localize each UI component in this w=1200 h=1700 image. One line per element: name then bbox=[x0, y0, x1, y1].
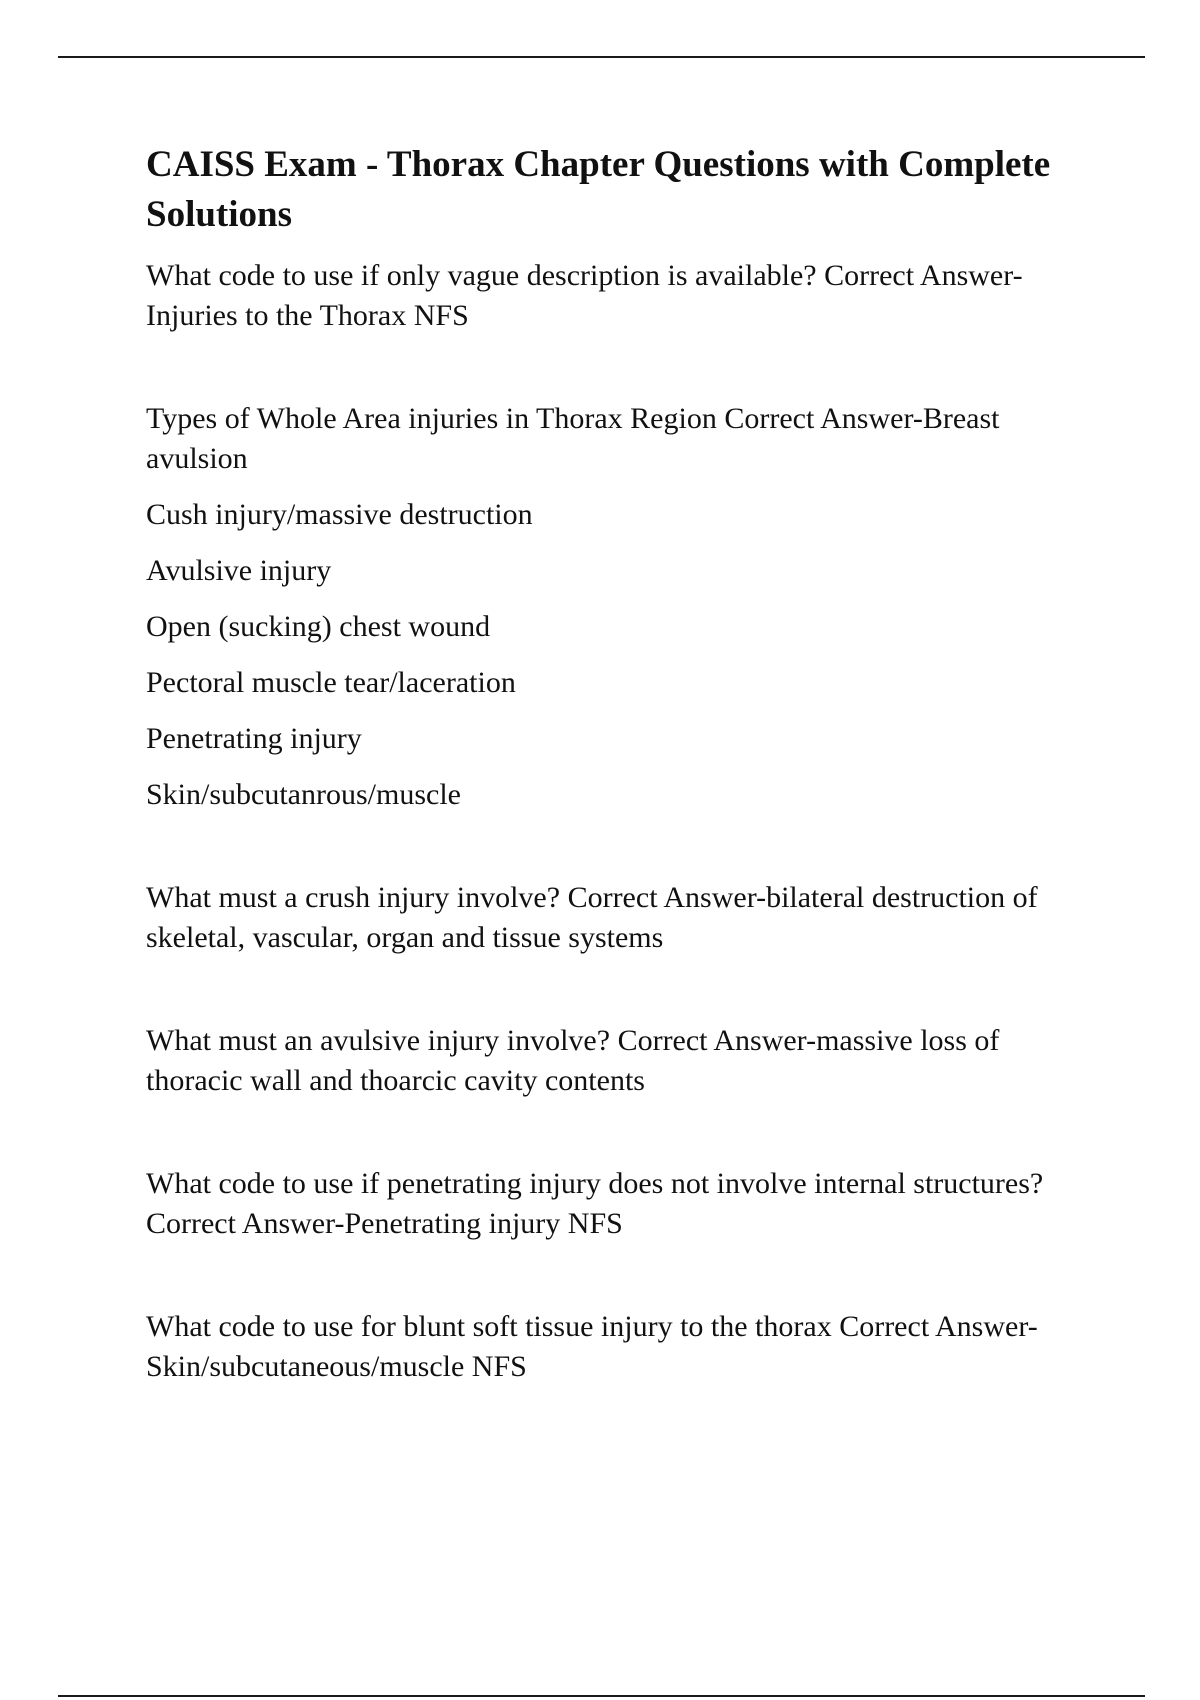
qa-item: What code to use if penetrating injury does not involve internal structures? Correct Answer-Penetrating injury NFS bbox=[146, 1167, 1044, 1240]
qa-item: What must a crush injury involve? Correct Answer-bilateral destruction of skeletal, vascular, organ and tissue systems bbox=[146, 881, 1038, 954]
qa-item: What code to use if only vague description is available? Correct Answer-Injuries to the Thorax NFS bbox=[146, 259, 1023, 332]
list-item: Cush injury/massive destruction bbox=[146, 498, 533, 531]
bottom-rule bbox=[58, 1695, 1145, 1697]
list-item: Skin/subcutanrous/muscle bbox=[146, 778, 461, 811]
document-title: CAISS Exam - Thorax Chapter Questions with Complete Solutions bbox=[146, 144, 1051, 235]
top-rule bbox=[58, 56, 1145, 58]
list-item: Pectoral muscle tear/laceration bbox=[146, 666, 516, 699]
qa-item: What code to use for blunt soft tissue injury to the thorax Correct Answer-Skin/subcutaneous/muscle NFS bbox=[146, 1310, 1038, 1383]
qa-item: What must an avulsive injury involve? Correct Answer-massive loss of thoracic wall and thoarcic cavity contents bbox=[146, 1024, 1000, 1097]
list-item: Avulsive injury bbox=[146, 554, 332, 587]
document-body bbox=[146, 140, 1086, 1387]
list-item: Penetrating injury bbox=[146, 722, 362, 755]
list-item: Open (sucking) chest wound bbox=[146, 610, 491, 643]
qa-item: Types of Whole Area injuries in Thorax Region Correct Answer-Breast avulsion bbox=[146, 402, 1000, 475]
